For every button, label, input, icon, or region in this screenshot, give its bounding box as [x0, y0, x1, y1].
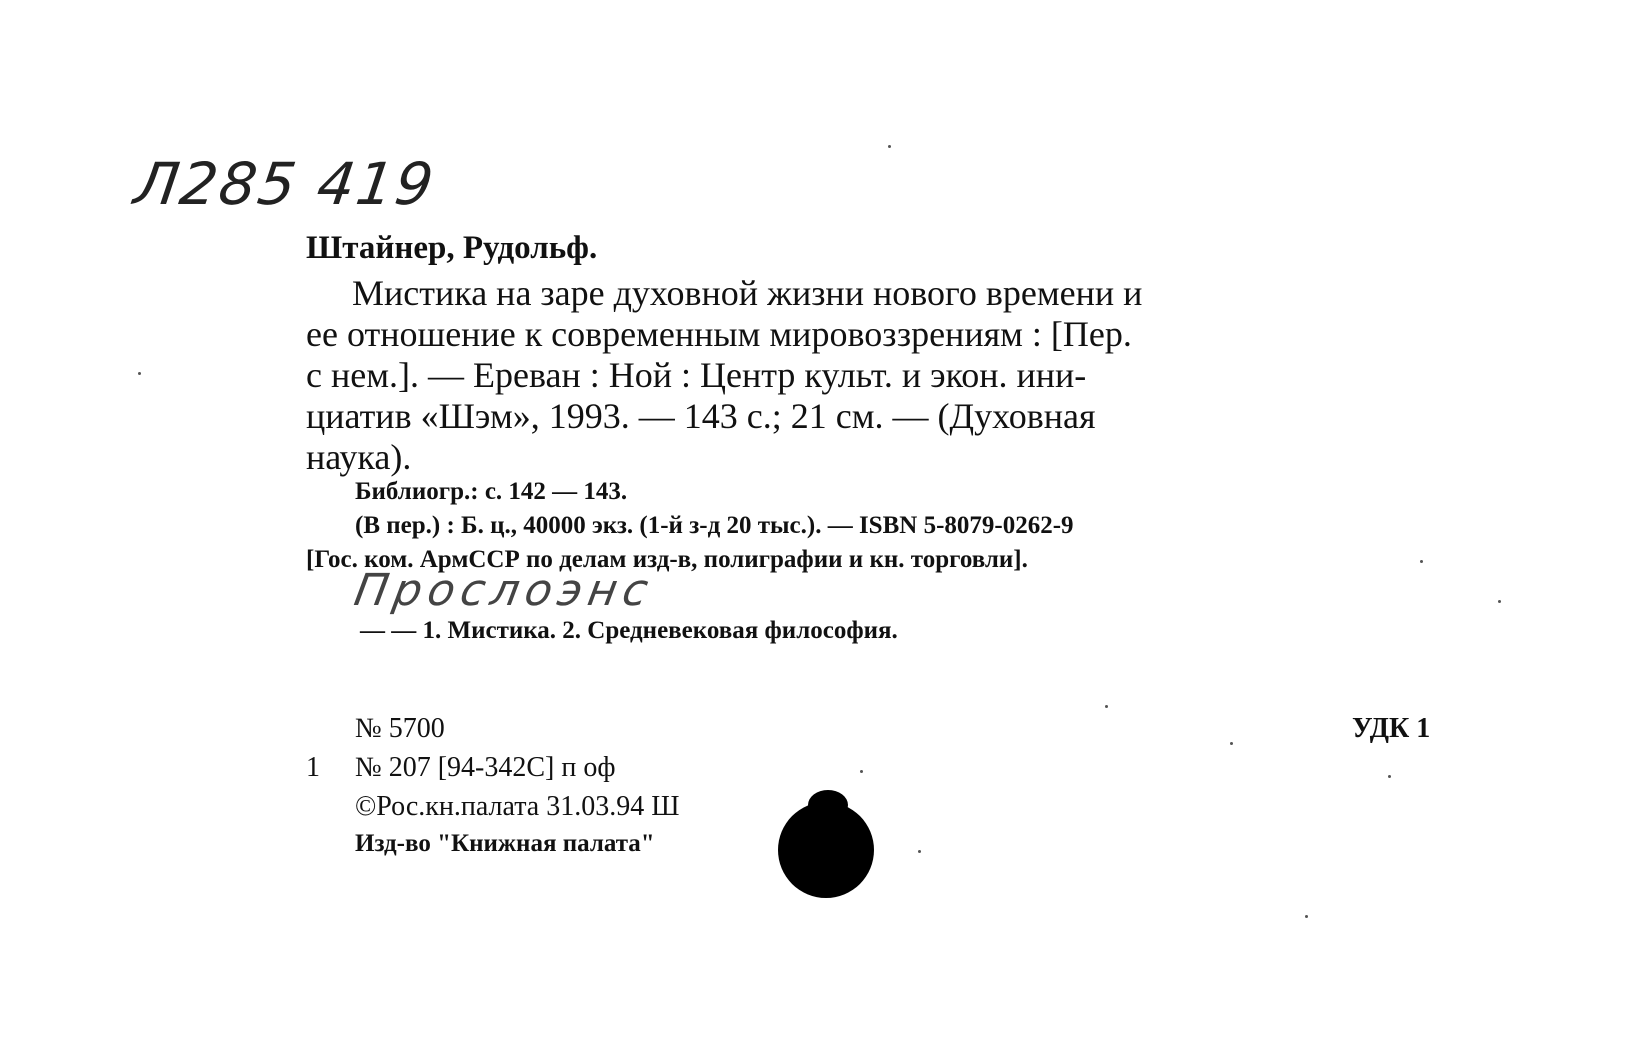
speck: [918, 850, 921, 853]
speck: [1388, 775, 1391, 778]
binding-isbn-note: (В пер.) : Б. ц., 40000 экз. (1-й з-д 20 тыс.). — ISBN 5-8079-0262-9: [355, 512, 1074, 539]
speck: [1230, 742, 1233, 745]
author-heading: Штайнер, Рудольф.: [306, 230, 598, 266]
speck: [860, 770, 863, 773]
ink-blot-top: [808, 790, 848, 820]
publisher-committee-note: [Гос. ком. АрмССР по делам изд-в, полиграфии и кн. торговли].: [306, 546, 1028, 573]
row-prefix: 1: [306, 752, 320, 783]
description-line-5: наука).: [306, 437, 412, 477]
description-line-4: циатив «Шэм», 1993. — 143 с.; 21 см. — (Духовная: [306, 396, 1096, 436]
description-line-2: ее отношение к современным мировоззрениям : [Пер.: [306, 314, 1132, 354]
speck: [888, 145, 891, 148]
speck: [1105, 705, 1108, 708]
speck: [138, 372, 141, 375]
udk-code: УДК 1: [1352, 713, 1431, 744]
speck: [1420, 560, 1423, 563]
copyright-line: ©Рос.кн.палата 31.03.94 Ш: [355, 791, 680, 822]
speck: [1498, 600, 1501, 603]
order-number: № 207 [94-342С] п оф: [355, 752, 616, 783]
card-number: № 5700: [355, 713, 445, 744]
pencil-annotation: Прослоэнс: [350, 565, 658, 616]
bibliography-note: Библиогр.: с. 142 — 143.: [355, 478, 628, 505]
subject-headings: — — 1. Мистика. 2. Средневековая философия.: [360, 617, 898, 644]
handwritten-shelfmark: Л285 419: [130, 150, 440, 218]
publisher-line: Изд-во "Книжная палата": [355, 830, 655, 857]
speck: [1305, 915, 1308, 918]
description-line-1: Мистика на заре духовной жизни нового времени и: [352, 273, 1143, 313]
description-line-3: с нем.]. — Ереван : Ной : Центр культ. и экон. ини-: [306, 355, 1087, 395]
